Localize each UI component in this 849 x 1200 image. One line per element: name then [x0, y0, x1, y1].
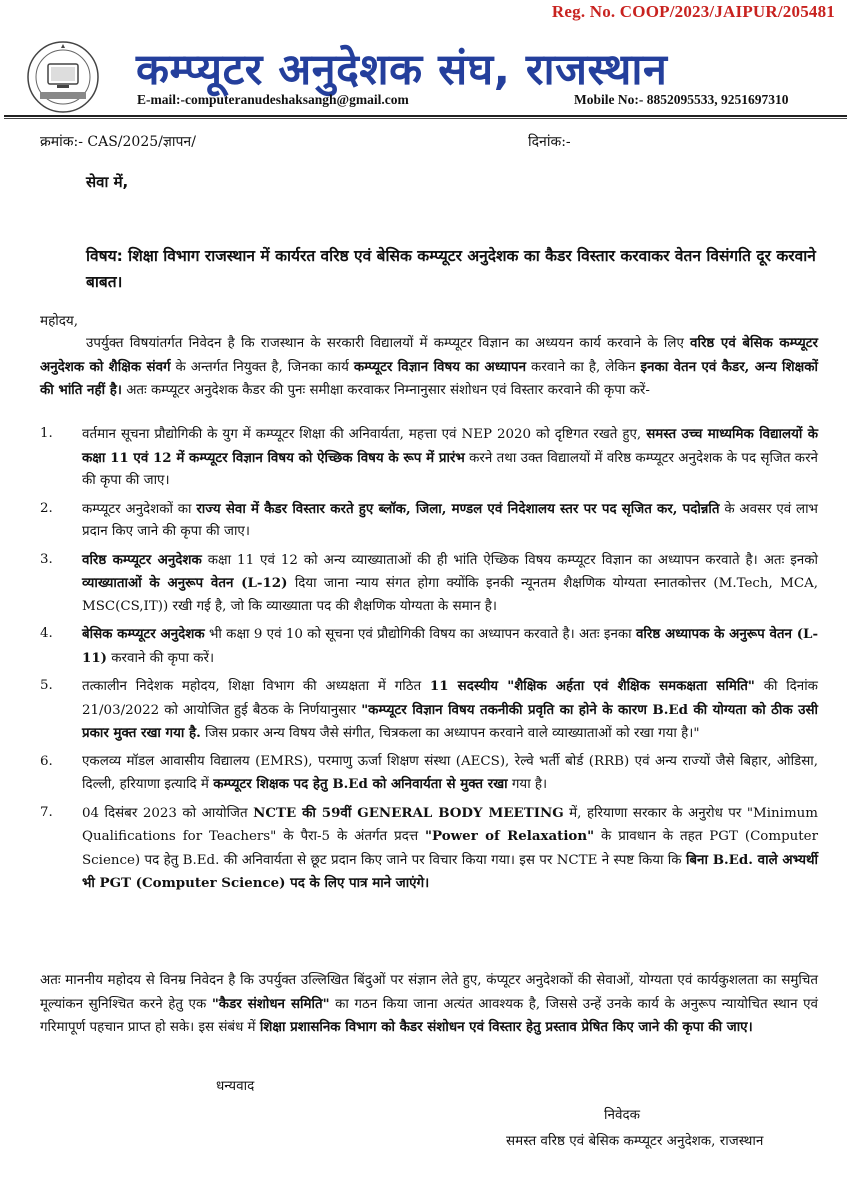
item-text: करवाने की कृपा करें। — [111, 650, 215, 666]
list-item — [40, 802, 818, 896]
organization-title: कम्प्यूटर अनुदेशक संघ, राजस्थान — [136, 45, 668, 95]
item-number: 3. — [40, 551, 53, 567]
association-logo — [26, 40, 100, 114]
closing-text: का गठन किया जाना अत्यंत आवश्यक है, जिससे उन्हें उनके कार्य के अनुरूप न्यायोचित स्थान एवं गरिमापूर्ण पहचान प्राप्त हो सके। इस संबंध में — [40, 996, 818, 1035]
salutation: महोदय, — [40, 313, 79, 329]
item-text: वर्तमान सूचना प्रौद्योगिकी के युग में कम्प्यूटर शिक्षा की अनिवार्यता, महत्ता एवं NEP 2020 को दृष्टिगत रखते हुए, — [82, 427, 642, 442]
greeting: सेवा में, — [86, 173, 129, 191]
item-bold: राज्य सेवा में कैडर विस्तार करते हुए ब्लॉक, जिला, मण्डल एवं निदेशालय स्तर पर पद सृजित कर, पदोन्नति — [196, 500, 720, 517]
item-bold: वरिष्ठ कम्प्यूटर अनुदेशक — [82, 551, 202, 568]
registration-number: Reg. No. COOP/2023/JAIPUR/205481 — [551, 2, 835, 21]
closing-paragraph — [40, 970, 818, 1040]
item-bold: "कम्प्यूटर विज्ञान विषय तकनीकी प्रवृति का होने के कारण B.Ed की योग्यता को ठीक उसी प्रकार मुक्त रखा गया है. — [82, 701, 818, 741]
item-text: करने तथा उक्त विद्यालयों में वरिष्ठ कम्प्यूटर अनुदेशक के पद सृजित करने की कृपा की जाए। — [82, 450, 818, 488]
item-bold: 11 सदस्यीय "शैक्षिक अर्हता एवं शैक्षिक समकक्षता समिति" — [429, 678, 755, 694]
thanks: धन्यवाद — [216, 1078, 255, 1094]
intro-text: के अन्तर्गत नियुक्त है, जिनका कार्य — [175, 359, 349, 375]
item-text: दिया जाना न्याय संगत होगा क्योंकि इनकी न्यूनतम शैक्षणिक योग्यता स्नातकोत्तर (M.Tech, MCA, MSC(CS,IT)) रखी गई है, जो कि व्याख्याता पद की शैक्षणिक योग्यता के समान है। — [82, 576, 819, 614]
item-bold: वरिष्ठ अध्यापक के अनुरूप वेतन (L-11) — [82, 626, 819, 666]
item-text: भी कक्षा 9 एवं 10 को सूचना एवं प्रौद्योगिकी विषय का अध्यापन करवाते है। अतः इनका — [208, 627, 632, 642]
subject-line: विषय: शिक्षा विभाग राजस्थान में कार्यरत वरिष्ठ एवं बेसिक कम्प्यूटर अनुदेशक का कैडर विस्तार करवाकर वेतन विसंगति दूर करवाने बाबत। — [86, 247, 816, 291]
item-number: 4. — [40, 626, 53, 641]
signature-label: निवेदक — [604, 1107, 641, 1123]
demand-list — [40, 423, 818, 901]
list-item — [40, 498, 818, 544]
intro-text: करवाने का है, लेकिन — [531, 359, 636, 375]
closing-text: अतः माननीय महोदय से विनम्र निवेदन है कि उपर्युक्त उल्लिखित बिंदुओं पर संज्ञान लेते हुए, कंप्यूटर अनुदेशकों की सेवाओं, योग्यता एवं कार्यकुशलता का समुचित मूल्यांकन सुनिश्चित करने हेतु एक — [40, 973, 818, 1012]
closing-bold: शिक्षा प्रशासनिक विभाग को कैडर संशोधन एवं विस्तार हेतु प्रस्ताव प्रेषित किए जाने की कृपा की जाए। — [259, 1019, 753, 1035]
item-text: की दिनांक 21/03/2022 को आयोजित हुई बैठक के निर्णयानुसार — [82, 679, 818, 718]
date-label: दिनांक:- — [528, 134, 571, 150]
item-number: 7. — [40, 804, 53, 820]
intro-bold: वरिष्ठ एवं बेसिक कम्प्यूटर अनुदेशक को शैक्षिक संवर्ग — [40, 335, 818, 375]
closing-bold: "कैडर संशोधन समिति" — [211, 995, 330, 1012]
signature-by: समस्त वरिष्ठ एवं बेसिक कम्प्यूटर अनुदेशक, राजस्थान — [506, 1133, 764, 1149]
item-bold: बेसिक कम्प्यूटर अनुदेशक — [82, 626, 205, 642]
item-bold: समस्त उच्च माध्यमिक विद्यालयों के कक्षा 11 एवं 12 में कम्प्यूटर विज्ञान विषय को ऐच्छिक विषय के रूप में प्रारंभ — [82, 426, 819, 466]
item-number: 1. — [40, 426, 53, 441]
item-text: कक्षा 11 एवं 12 को अन्य व्याख्याताओं की ही भांति ऐच्छिक विषय कम्प्यूटर विज्ञान का अध्यापन करवाते है। अतः इनको — [207, 552, 818, 568]
item-text: में, हरियाणा सरकार के अनुरोध पर "Minimum Qualifications for Teachers" के पैरा-5 के अंतर्गत प्रदत्त — [82, 805, 818, 844]
intro-text: उपर्युक्त विषयांतर्गत निवेदन है कि राजस्थान के सरकारी विद्यालयों में कम्प्यूटर विज्ञान का अध्ययन कार्य करवाने के लिए — [86, 336, 684, 351]
item-text: के अवसर एवं लाभ प्रदान किए जाने की कृपा की जाए। — [82, 501, 818, 539]
item-text: 04 दिसंबर 2023 को आयोजित — [82, 805, 248, 821]
item-number: 2. — [40, 500, 53, 516]
list-item — [40, 549, 818, 619]
item-text: जिस प्रकार अन्य विषय जैसे संगीत, चित्रकला का अध्यापन करवाने वाले व्याख्याताओं को रखा गया है।" — [205, 726, 700, 741]
intro-text: अतः कम्प्यूटर अनुदेशक कैडर की पुनः समीक्षा करवाकर निम्नानुसार संशोधन एवं विस्तार करवाने की कृपा करें- — [126, 383, 650, 398]
item-text: गया है। — [511, 777, 548, 792]
mobile-numbers: Mobile No:- 8852095533, 9251697310 — [574, 92, 789, 107]
list-item — [40, 751, 818, 797]
item-text: के प्रावधान के तहत PGT (Computer Science) पद हेतु B.Ed. की अनिवार्यता से छूट प्रदान किए जाने पर विचार किया गया। इस पर NCTE ने स्पष्ट किया कि — [82, 829, 818, 868]
item-number: 5. — [40, 678, 53, 693]
list-item — [40, 623, 818, 670]
item-bold: "Power of Relaxation" — [425, 828, 595, 844]
item-bold: बिना B.Ed. वाले अभ्यर्थी भी PGT (Computer Science) पद के लिए पात्र माने जाएंगे। — [82, 851, 819, 891]
intro-bold: कम्प्यूटर विज्ञान विषय का अध्यापन — [353, 358, 527, 375]
item-bold: कम्प्यूटर शिक्षक पद हेतु B.Ed को अनिवार्यता से मुक्त रखा — [213, 776, 508, 792]
reference-number: क्रमांक:- CAS/2025/ज्ञापन/ — [40, 134, 196, 150]
header-divider-thin — [4, 118, 847, 119]
item-bold: व्याख्याताओं के अनुरूप वेतन (L-12) — [82, 575, 288, 591]
intro-bold: इनका वेतन एवं कैडर, अन्य शिक्षकों की भांति नहीं है। — [40, 358, 818, 398]
item-text: कम्प्यूटर अनुदेशकों का — [82, 501, 192, 517]
header-divider — [4, 115, 847, 117]
item-bold: NCTE की 59वीं GENERAL BODY MEETING — [253, 804, 564, 821]
intro-paragraph — [40, 332, 818, 403]
list-item — [40, 423, 818, 493]
item-number: 6. — [40, 753, 53, 769]
item-text: एकलव्य मॉडल आवासीय विद्यालय (EMRS), परमाणु ऊर्जा शिक्षण संस्था (AECS), रेल्वे भर्ती बोर्ड (RRB) एवं अन्य राज्यों जैसे बिहार, ओडिसा, दिल्ली, हरियाणा इत्यादि में — [82, 753, 818, 792]
email-address: E-mail:-computeranudeshaksangh@gmail.com — [137, 92, 409, 107]
item-text: तत्कालीन निदेशक महोदय, शिक्षा विभाग की अध्यक्षता में गठित — [82, 679, 422, 694]
list-item — [40, 675, 818, 746]
